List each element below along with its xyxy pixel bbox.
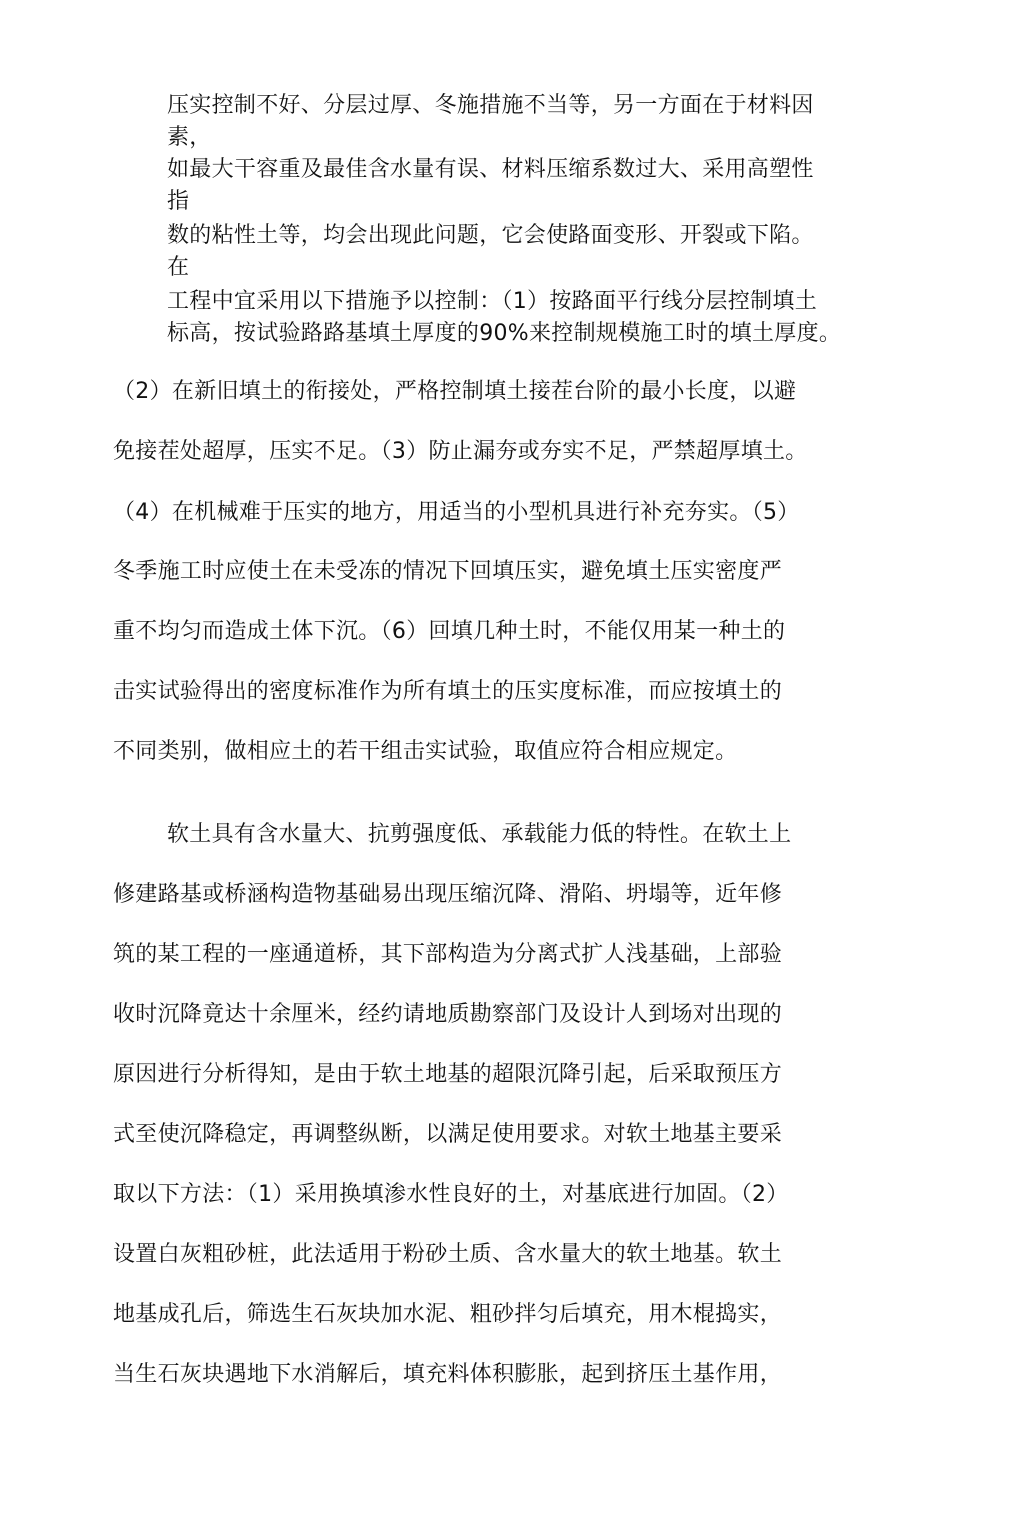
text-line: （4）在机械难于压实的地方，用适当的小型机具进行补充夯实。（5） [113,500,800,525]
text-line: 工程中宜采用以下措施予以控制：（1）按路面平行线分层控制填土 [167,289,817,314]
text-line: 收时沉降竟达十余厘米，经约请地质勘察部门及设计人到场对出现的 [113,1002,783,1027]
text-line: 击实试验得出的密度标准作为所有填土的压实度标准，而应按填土的 [113,679,783,704]
text-line: 修建路基或桥涵构造物基础易出现压缩沉降、滑陷、坍塌等，近年修 [113,882,783,907]
text-line: 地基成孔后，筛选生石灰块加水泥、粗砂拌匀后填充，用木棍捣实， [113,1302,783,1327]
text-line: 式至使沉降稳定，再调整纵断，以满足使用要求。对软土地基主要采 [113,1122,783,1147]
text-line: 指 [167,189,190,214]
text-line: 设置白灰粗砂桩，此法适用于粉砂土质、含水量大的软土地基。软土 [113,1242,783,1267]
text-line: 素， [167,125,212,150]
text-line: 重不均匀而造成土体下沉。（6）回填几种土时，不能仅用某一种土的 [113,619,786,644]
text-line: 取以下方法：（1）采用换填渗水性良好的土，对基底进行加固。（2） [113,1182,789,1207]
text-line: 筑的某工程的一座通道桥，其下部构造为分离式扩人浅基础，上部验 [113,942,783,967]
text-line: 免接茬处超厚，压实不足。（3）防止漏夯或夯实不足，严禁超厚填土。 [113,439,808,464]
text-line: 当生石灰块遇地下水消解后，填充料体积膨胀，起到挤压土基作用， [113,1362,783,1387]
text-line: 如最大干容重及最佳含水量有误、材料压缩系数过大、采用高塑性 [167,157,814,182]
text-line: 在 [167,255,190,280]
text-line: 数的粘性土等，均会出现此问题，它会使路面变形、开裂或下陷。 [167,223,814,248]
text-line: 软土具有含水量大、抗剪强度低、承载能力低的特性。在软土上 [167,822,792,847]
text-line: （2）在新旧填土的衔接处，严格控制填土接茬台阶的最小长度，以避 [113,379,797,404]
text-line: 不同类别，做相应土的若干组击实试验，取值应符合相应规定。 [113,739,738,764]
text-line: 原因进行分析得知，是由于软土地基的超限沉降引起，后采取预压方 [113,1062,783,1087]
text-line: 冬季施工时应使土在未受冻的情况下回填压实，避免填土压实密度严 [113,559,783,584]
text-line: 标高，按试验路路基填土厚度的90%来控制规模施工时的填土厚度。 [167,321,842,346]
text-line: 压实控制不好、分层过厚、冬施措施不当等，另一方面在于材料因 [167,93,814,118]
